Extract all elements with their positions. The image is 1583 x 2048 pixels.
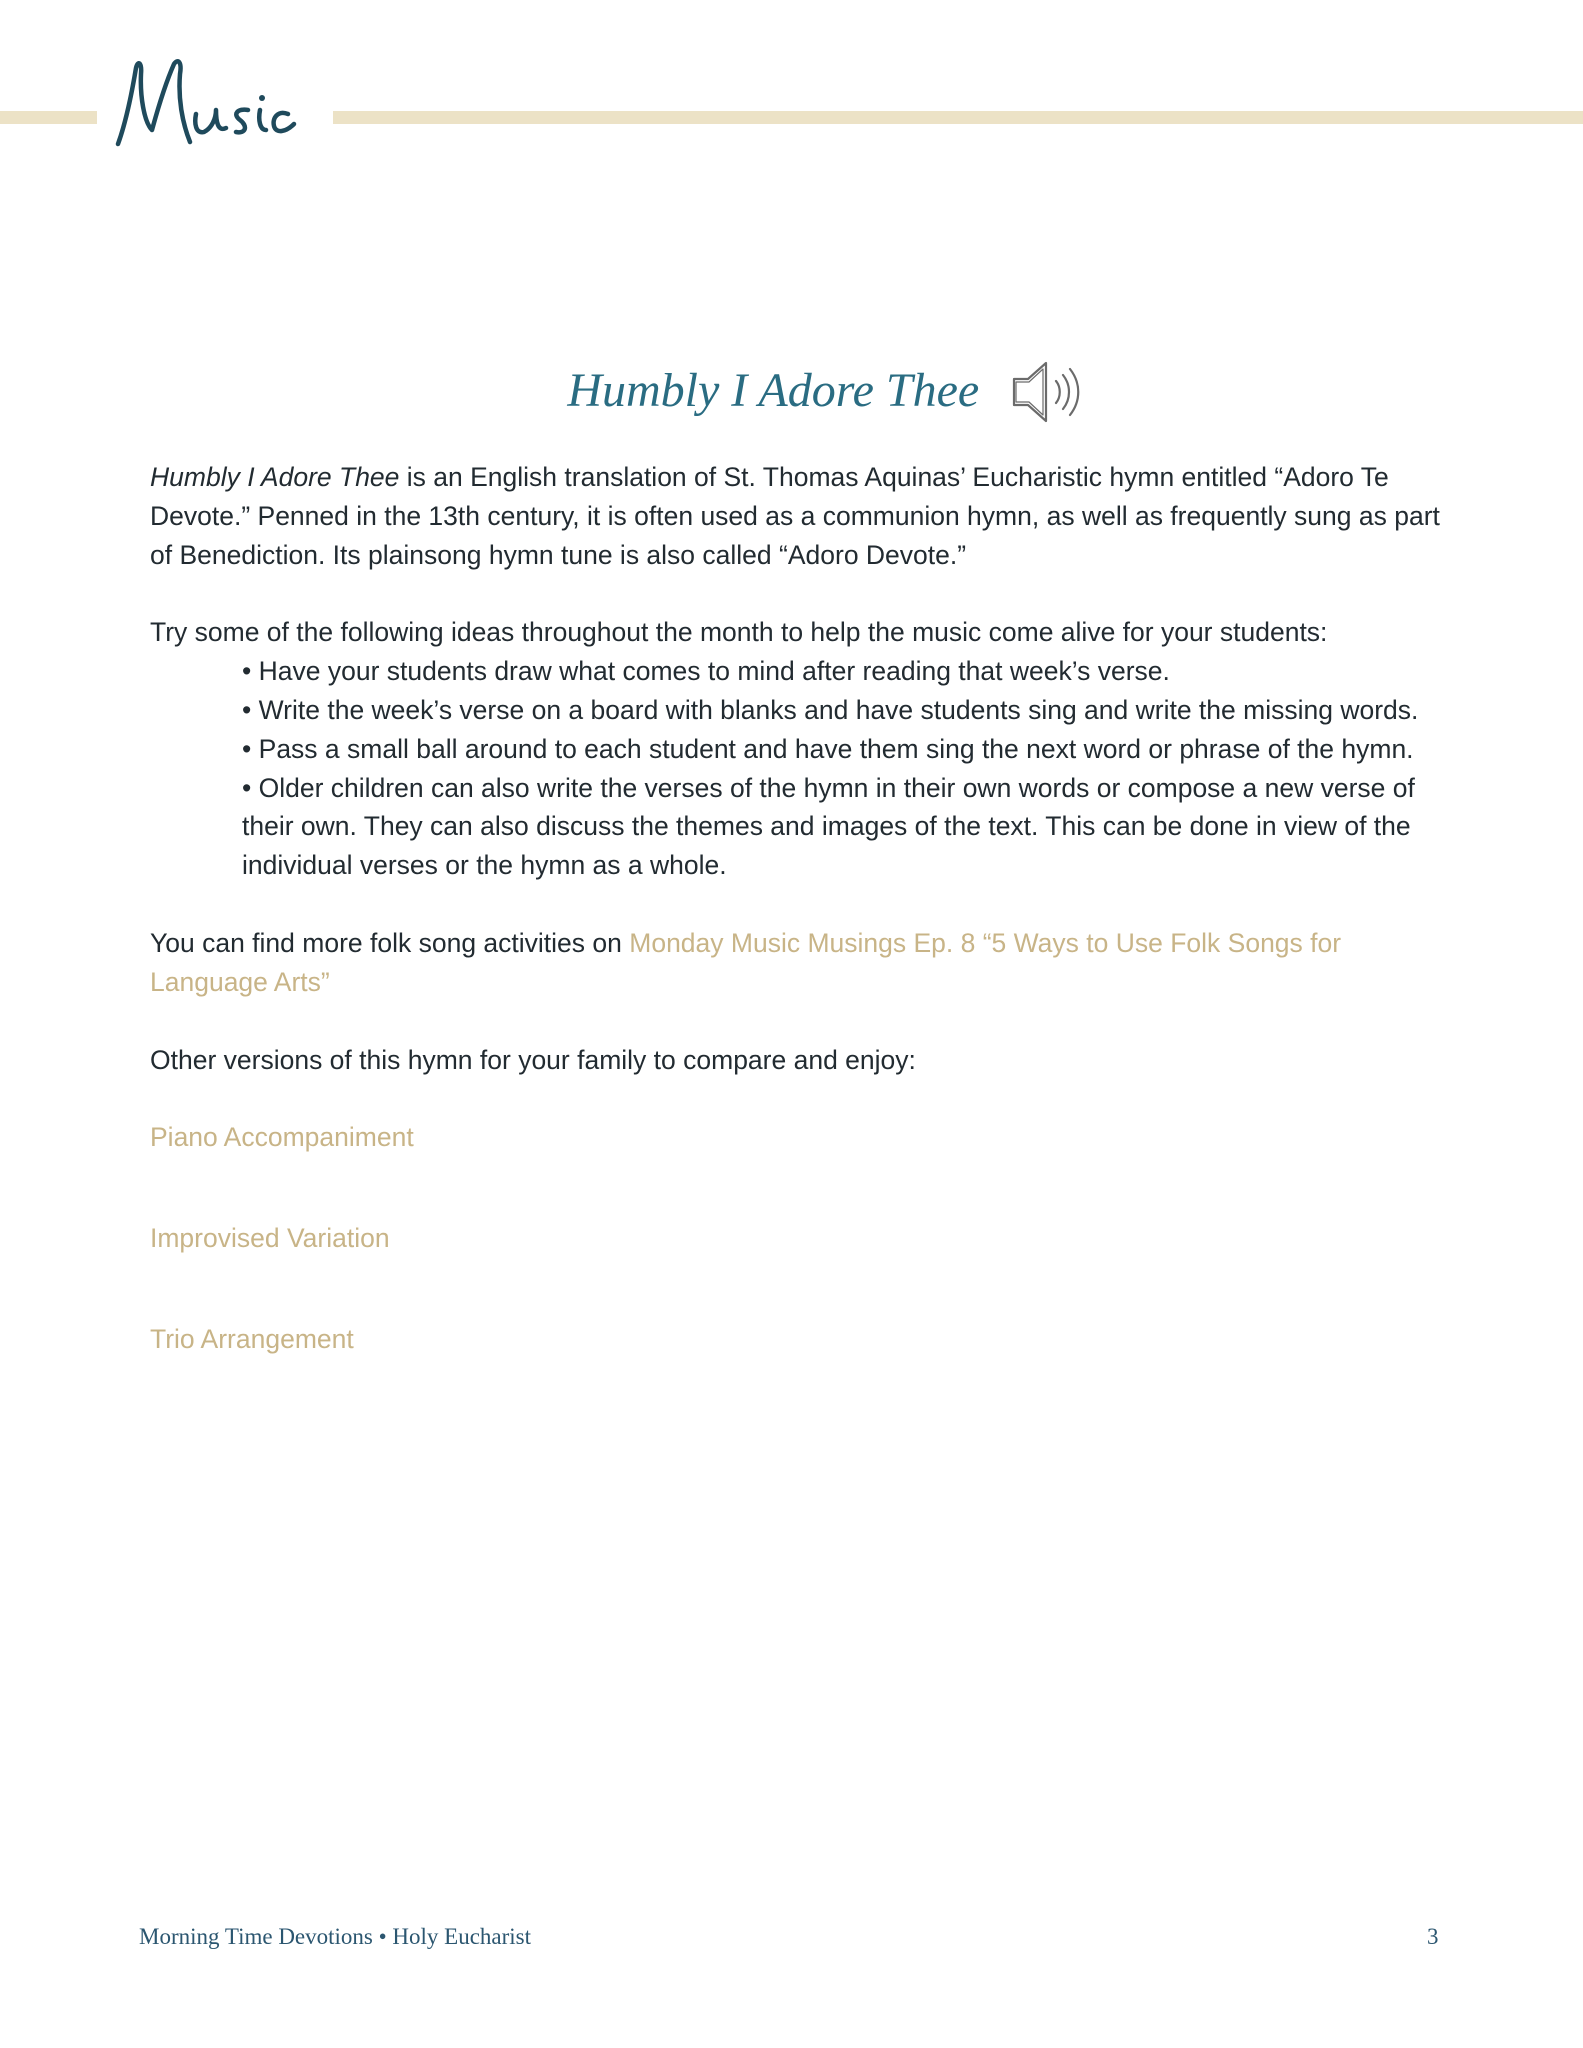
title-row bbox=[0, 355, 1583, 430]
ideas-list bbox=[150, 652, 1440, 885]
section-title-music bbox=[108, 52, 326, 162]
idea-item: • Older children can also write the verses of the hymn in their own words or compose a new verse of their own. They can also discuss the themes and images of the text. This can be done in view of the individual verses or the hymn as a whole. bbox=[242, 772, 1415, 881]
more-activities-text: You can find more folk song activities on bbox=[150, 927, 630, 958]
idea-item: • Have your students draw what comes to mind after reading that week’s verse. bbox=[242, 656, 1170, 687]
piano-accompaniment-link[interactable]: Piano Accompaniment bbox=[150, 1122, 414, 1153]
idea-item: • Pass a small ball around to each student and have them sing the next word or phrase of the hymn. bbox=[242, 733, 1414, 764]
music-script-logo bbox=[108, 52, 326, 162]
versions-lead: Other versions of this hymn for your family to compare and enjoy: bbox=[150, 1044, 916, 1075]
ideas-lead: Try some of the following ideas throughout the month to help the music come alive for your students: bbox=[150, 617, 1328, 648]
header-rule-right bbox=[333, 111, 1583, 124]
intro-body: is an English translation of St. Thomas Aquinas’ Eucharistic hymn entitled “Adoro Te Devote.” Penned in the 13th century, it is often used as a communion hymn, as well as frequently sung as part of Benediction. Its plainsong hymn tune is also called “Adoro Devote.” bbox=[150, 462, 1440, 570]
main-content bbox=[150, 458, 1440, 1359]
idea-item: • Write the week’s verse on a board with blanks and have students sing and write the missing words. bbox=[242, 694, 1419, 725]
monday-music-musings-link[interactable]: Monday Music Musings Ep. 8 “5 Ways to Use Folk Songs for Language Arts” bbox=[150, 927, 1342, 997]
intro-paragraph bbox=[150, 458, 1440, 574]
header-rule-left bbox=[0, 111, 97, 124]
trio-arrangement-link[interactable]: Trio Arrangement bbox=[150, 1323, 354, 1354]
speaker-icon[interactable] bbox=[1008, 355, 1088, 427]
intro-hymn-title: Humbly I Adore Thee bbox=[150, 462, 400, 492]
page-number: 3 bbox=[1427, 1924, 1439, 1949]
footer-title: Morning Time Devotions • Holy Eucharist bbox=[139, 1924, 532, 1949]
more-activities bbox=[150, 924, 1440, 1002]
improvised-variation-link[interactable]: Improvised Variation bbox=[150, 1223, 390, 1254]
page-title: Humbly I Adore Thee bbox=[567, 364, 980, 417]
